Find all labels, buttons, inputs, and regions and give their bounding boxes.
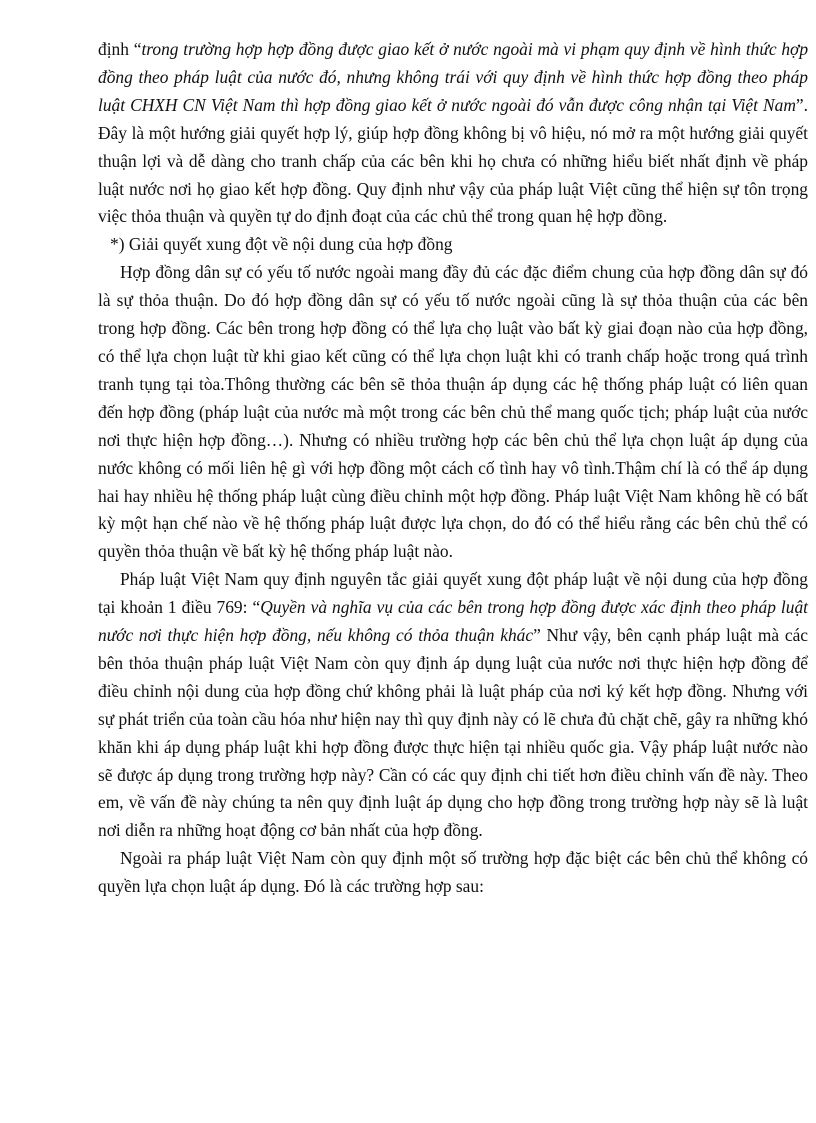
paragraph-form-conflict-conclusion	[98, 36, 808, 231]
document-page	[98, 36, 808, 901]
quoted-provision: trong trường hợp hợp đồng được giao kết ở nước ngoài mà vi phạm quy định về hình thức hợp đồng theo pháp luật của nước đó, nhưng không trái với quy định về hình thức hợp đồng theo pháp luật CHXH CN Việt Nam thì hợp đồng giao kết ở nước ngoài đó vẫn được công nhận tại Việt Nam	[98, 39, 809, 115]
paragraph-lead: Pháp luật Việt Nam quy định nguyên tắc giải quyết xung đột pháp luật về nội dung của hợp đồng tại khoản 1 điều 769: “	[98, 569, 808, 618]
section-heading: *) Giải quyết xung đột về nội dung của hợp đồng	[110, 234, 453, 255]
paragraph-text: ” Như vậy, bên cạnh pháp luật mà các bên thỏa thuận pháp luật Việt Nam còn quy định áp dụng luật của nước nơi thực hiện hợp đồng để điều chỉnh nội dung của hợp đồng chứ không phải là luật pháp của nơi ký kết hợp đồng. Nhưng với sự phát triển của toàn cầu hóa như hiện nay thì quy định này có lẽ chưa đủ chặt chẽ, gây ra những khó khăn khi áp dụng pháp luật khi hợp đồng được thực hiện tại nhiều quốc gia. Vậy pháp luật nước nào sẽ được áp dụng trong trường hợp này? Cần có các quy định chi tiết hơn điều chỉnh vấn đề này. Theo em, về vấn đề này chúng ta nên quy định luật áp dụng cho hợp đồng trong trường hợp này sẽ là luật nơi diễn ra những hoạt động cơ bản nhất của hợp đồng.	[98, 625, 809, 841]
paragraph-text: ”. Đây là một hướng giải quyết hợp lý, giúp hợp đồng không bị vô hiệu, nó mở ra một hướng giải quyết thuận lợi và dễ dàng cho tranh chấp của các bên khi họ chưa có những hiểu biết nhất định về pháp luật nước nơi họ giao kết hợp đồng. Quy định như vậy của pháp luật Việt cũng thể hiện sự tôn trọng việc thỏa thuận và quyền tự do định đoạt của các chủ thể trong quan hệ hợp đồng.	[98, 94, 808, 227]
quoted-provision: Quyền và nghĩa vụ của các bên trong hợp đồng được xác định theo pháp luật nước nơi thực hiện hợp đồng, nếu không có thỏa thuận khác	[98, 597, 808, 646]
paragraph-article-769	[98, 566, 808, 845]
paragraph-content-conflict: Hợp đồng dân sự có yếu tố nước ngoài mang đầy đủ các đặc điểm chung của hợp đồng dân sự đó là sự thỏa thuận. Do đó hợp đồng dân sự có yếu tố nước ngoài cũng là sự thỏa thuận của các bên trong hợp đồng. Các bên trong hợp đồng có thể lựa chọ luật vào bất kỳ giai đoạn nào của hợp đồng, có thể lựa chọn luật từ khi giao kết cũng có thể lựa chọn luật khi có tranh chấp hoặc trong quá trình tranh tụng tại tòa.Thông thường các bên sẽ thỏa thuận áp dụng các hệ thống pháp luật có liên quan đến hợp đồng (pháp luật của nước mà một trong các bên chủ thể mang quốc tịch; pháp luật của nước nơi thực hiện hợp đồng…). Nhưng có nhiều trường hợp các bên chủ thể lựa chọn luật áp dụng của nước không có mối liên hệ gì với hợp đồng một cách cố tình hay vô tình.Thậm chí là có thể áp dụng hai hay nhiều hệ thống pháp luật cùng điều chỉnh một hợp đồng. Pháp luật Việt Nam không hề có bất kỳ một hạn chế nào về hệ thống pháp luật được lựa chọn, do đó có thể hiểu rằng các bên chủ thể có quyền thỏa thuận về bất kỳ hệ thống pháp luật nào.	[98, 262, 808, 562]
paragraph-special-cases: Ngoài ra pháp luật Việt Nam còn quy định một số trường hợp đặc biệt các bên chủ thể không có quyền lựa chọn luật áp dụng. Đó là các trường hợp sau:	[98, 848, 808, 897]
paragraph-lead: định “	[98, 39, 142, 59]
